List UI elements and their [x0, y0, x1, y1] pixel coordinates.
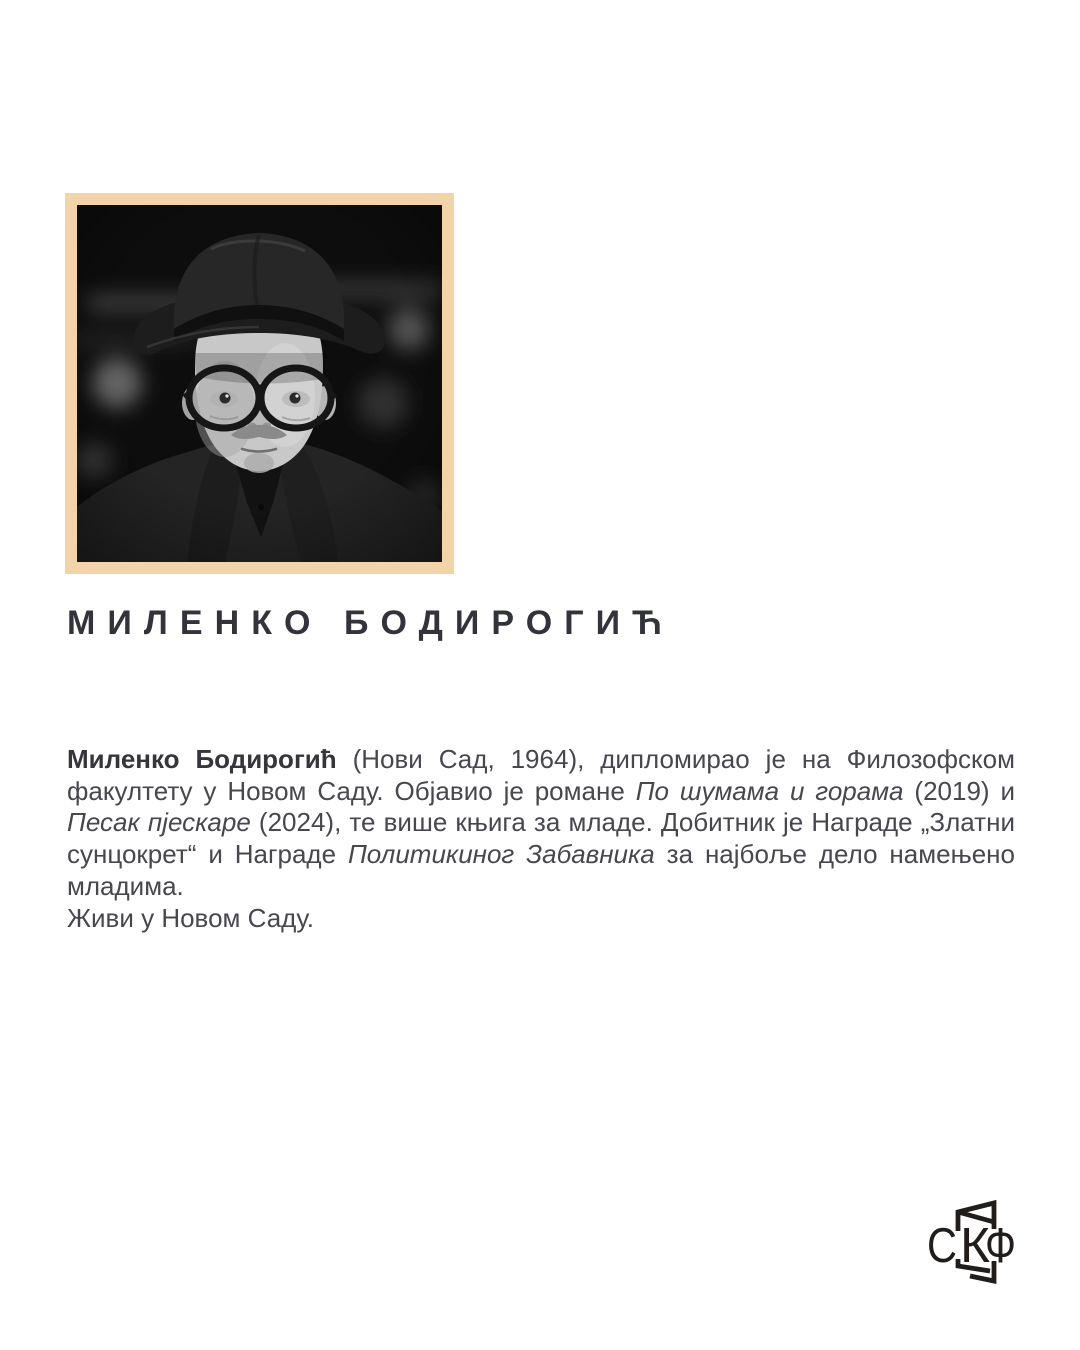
- bio-line: [67, 839, 1015, 871]
- bio-text-run: Песак пјескаре: [67, 807, 251, 838]
- portrait-photo: [77, 205, 442, 562]
- logo-letter-k: К: [960, 1219, 991, 1273]
- logo-letter-c: С: [927, 1219, 957, 1273]
- bio-text-run: младима.: [67, 870, 184, 901]
- bio-text-run: за најбоље дело намењено: [654, 839, 1015, 870]
- portrait-frame: [65, 193, 454, 574]
- author-name-heading: МИЛЕНКО БОДИРОГИЋ: [67, 604, 674, 642]
- bio-text-run: Миленко Бодирогић: [67, 744, 337, 774]
- bio-line: [67, 776, 1015, 808]
- bio-paragraph: [67, 744, 1015, 934]
- bio-text-run: (2024), те више књига за младе. Добитник је Награде „Златни: [250, 807, 1015, 838]
- logo-letter-f: Ф: [985, 1219, 1016, 1273]
- bio-text-run: Политикиног Забавника: [347, 839, 655, 870]
- bio-text-run: (Нови Сад, 1964), дипломирао је на Филозофском: [336, 744, 1015, 774]
- bio-line: [67, 807, 1015, 839]
- bio-text-run: Живи у Новом Саду.: [67, 902, 314, 933]
- bio-text-run: По шумама и горама: [635, 775, 904, 806]
- bio-text-run: (2019) и: [903, 775, 1015, 806]
- skf-logo: [895, 1180, 1055, 1320]
- bio-text-run: факултету у Новом Саду. Објавио је романе: [67, 775, 636, 806]
- bio-line: [67, 871, 1015, 903]
- skf-logo-icon: [895, 1180, 1055, 1320]
- bio-line: [67, 903, 1015, 935]
- bio-text-run: сунцокрет“ и Награде: [67, 839, 348, 870]
- bio-line: [67, 744, 1015, 776]
